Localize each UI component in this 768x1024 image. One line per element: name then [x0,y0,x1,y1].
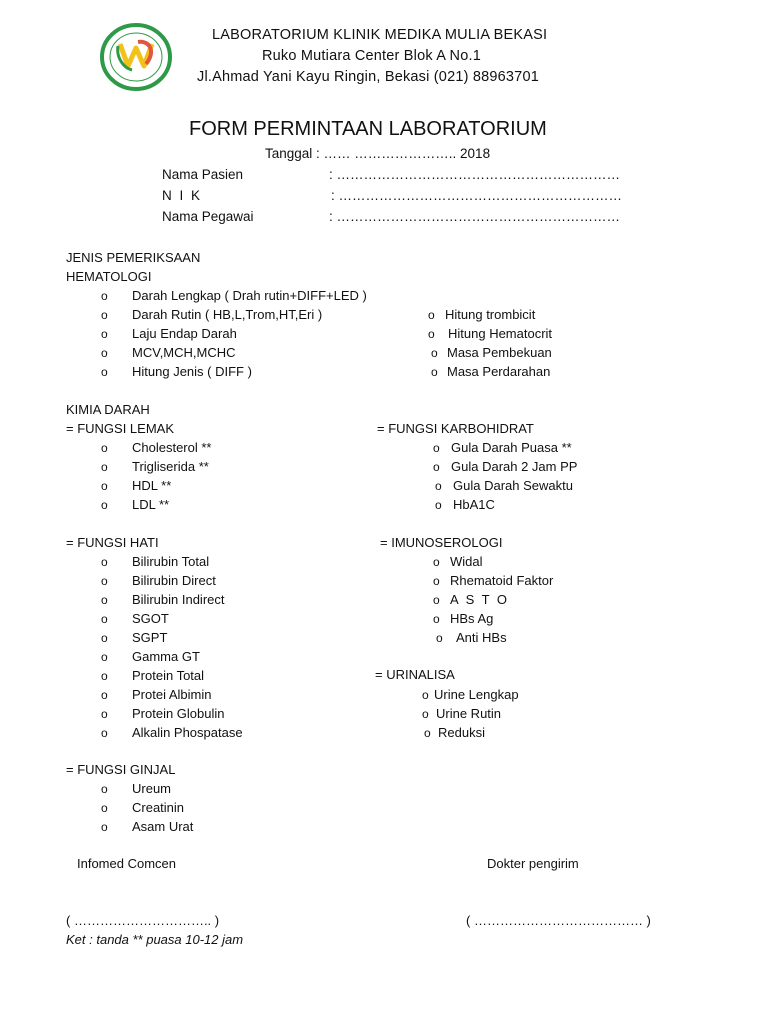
list-item: Asam Urat [132,819,194,834]
clinic-logo [98,22,174,92]
list-item: Alkalin Phospatase [132,725,243,740]
section-fungsi-ginjal: = FUNGSI GINJAL [66,762,176,777]
bullet: o [101,346,108,360]
bullet: o [101,460,108,474]
signature-label-right: Dokter pengirim [487,856,579,871]
list-item: Bilirubin Direct [132,573,216,588]
field-label-nik: N I K [162,188,203,203]
signature-blank-left: ( ………………………….. ) [66,913,220,928]
list-item: Masa Perdarahan [447,364,551,379]
date-line: Tanggal : …… ………………….. 2018 [265,146,491,161]
bullet: o [101,726,108,740]
field-label-nama-pasien: Nama Pasien [162,167,244,182]
clinic-name: LABORATORIUM KLINIK MEDIKA MULIA BEKASI [212,27,548,43]
bullet: o [422,707,429,721]
list-item: Protein Total [132,668,205,683]
list-item: Bilirubin Indirect [132,592,225,607]
footnote: Ket : tanda ** puasa 10-12 jam [66,932,244,947]
list-item: Ureum [132,781,172,796]
bullet: o [101,707,108,721]
list-item: Laju Endap Darah [132,326,237,341]
bullet: o [101,308,108,322]
list-item: Gula Darah Sewaktu [453,478,573,493]
section-imunoserologi: = IMUNOSEROLOGI [380,535,503,550]
bullet: o [101,365,108,379]
list-item: Hitung Hematocrit [448,326,553,341]
clinic-address-2: Jl.Ahmad Yani Kayu Ringin, Bekasi (021) 88963701 [197,69,539,85]
bullet: o [433,593,440,607]
bullet: o [424,726,431,740]
bullet: o [422,688,429,702]
bullet: o [101,574,108,588]
list-item: HbA1C [453,497,495,512]
section-urinalisa: = URINALISA [375,667,455,682]
bullet: o [101,289,108,303]
bullet: o [101,669,108,683]
list-item: SGOT [132,611,169,626]
list-item: Gula Darah Puasa ** [451,440,572,455]
field-value-nik: : ……………………………………………………… [331,188,623,203]
list-item: Reduksi [438,725,485,740]
bullet: o [101,479,108,493]
bullet: o [431,365,438,379]
bullet: o [101,801,108,815]
list-item: Trigliserida ** [132,459,209,474]
bullet: o [436,631,443,645]
list-item: Rhematoid Faktor [450,573,554,588]
field-value-nama-pasien: : ……………………………………………………… [329,167,621,182]
bullet: o [101,782,108,796]
list-item: Protei Albimin [132,687,212,702]
list-item: Hitung trombicit [445,307,536,322]
field-value-nama-pegawai: : ……………………………………………………… [329,209,621,224]
bullet: o [428,308,435,322]
bullet: o [433,574,440,588]
list-item: Anti HBs [456,630,507,645]
list-item: Urine Rutin [436,706,502,721]
section-jenis-pemeriksaan: JENIS PEMERIKSAAN [66,250,201,265]
bullet: o [431,346,438,360]
signature-blank-right: ( ………………………………… ) [466,913,651,928]
list-item: Protein Globulin [132,706,225,721]
list-item: HDL ** [132,478,172,493]
bullet: o [101,498,108,512]
section-hematologi: HEMATOLOGI [66,269,152,284]
list-item: SGPT [132,630,168,645]
bullet: o [101,555,108,569]
section-fungsi-hati: = FUNGSI HATI [66,535,159,550]
bullet: o [433,441,440,455]
bullet: o [101,820,108,834]
list-item: A S T O [450,592,510,607]
section-kimia-darah: KIMIA DARAH [66,402,150,417]
bullet: o [435,498,442,512]
form-title: FORM PERMINTAAN LABORATORIUM [189,118,547,140]
bullet: o [101,612,108,626]
list-item: Darah Rutin ( HB,L,Trom,HT,Eri ) [132,307,323,322]
list-item: Widal [450,554,483,569]
clinic-address-1: Ruko Mutiara Center Blok A No.1 [262,48,481,64]
bullet: o [433,460,440,474]
bullet: o [435,479,442,493]
list-item: Hitung Jenis ( DIFF ) [132,364,252,379]
bullet: o [428,327,435,341]
bullet: o [433,555,440,569]
list-item: Masa Pembekuan [447,345,552,360]
bullet: o [101,327,108,341]
bullet: o [433,612,440,626]
list-item: Bilirubin Total [132,554,210,569]
list-item: MCV,MCH,MCHC [132,345,236,360]
list-item: HBs Ag [450,611,494,626]
list-item: Darah Lengkap ( Drah rutin+DIFF+LED ) [132,288,367,303]
bullet: o [101,631,108,645]
list-item: Gamma GT [132,649,200,664]
list-item: Cholesterol ** [132,440,212,455]
bullet: o [101,593,108,607]
list-item: Urine Lengkap [434,687,519,702]
bullet: o [101,650,108,664]
list-item: Gula Darah 2 Jam PP [451,459,578,474]
bullet: o [101,688,108,702]
bullet: o [101,441,108,455]
section-fungsi-lemak: = FUNGSI LEMAK [66,421,174,436]
signature-label-left: Infomed Comcen [77,856,176,871]
list-item: Creatinin [132,800,185,815]
section-fungsi-karbohidrat: = FUNGSI KARBOHIDRAT [377,421,534,436]
field-label-nama-pegawai: Nama Pegawai [162,209,254,224]
list-item: LDL ** [132,497,170,512]
